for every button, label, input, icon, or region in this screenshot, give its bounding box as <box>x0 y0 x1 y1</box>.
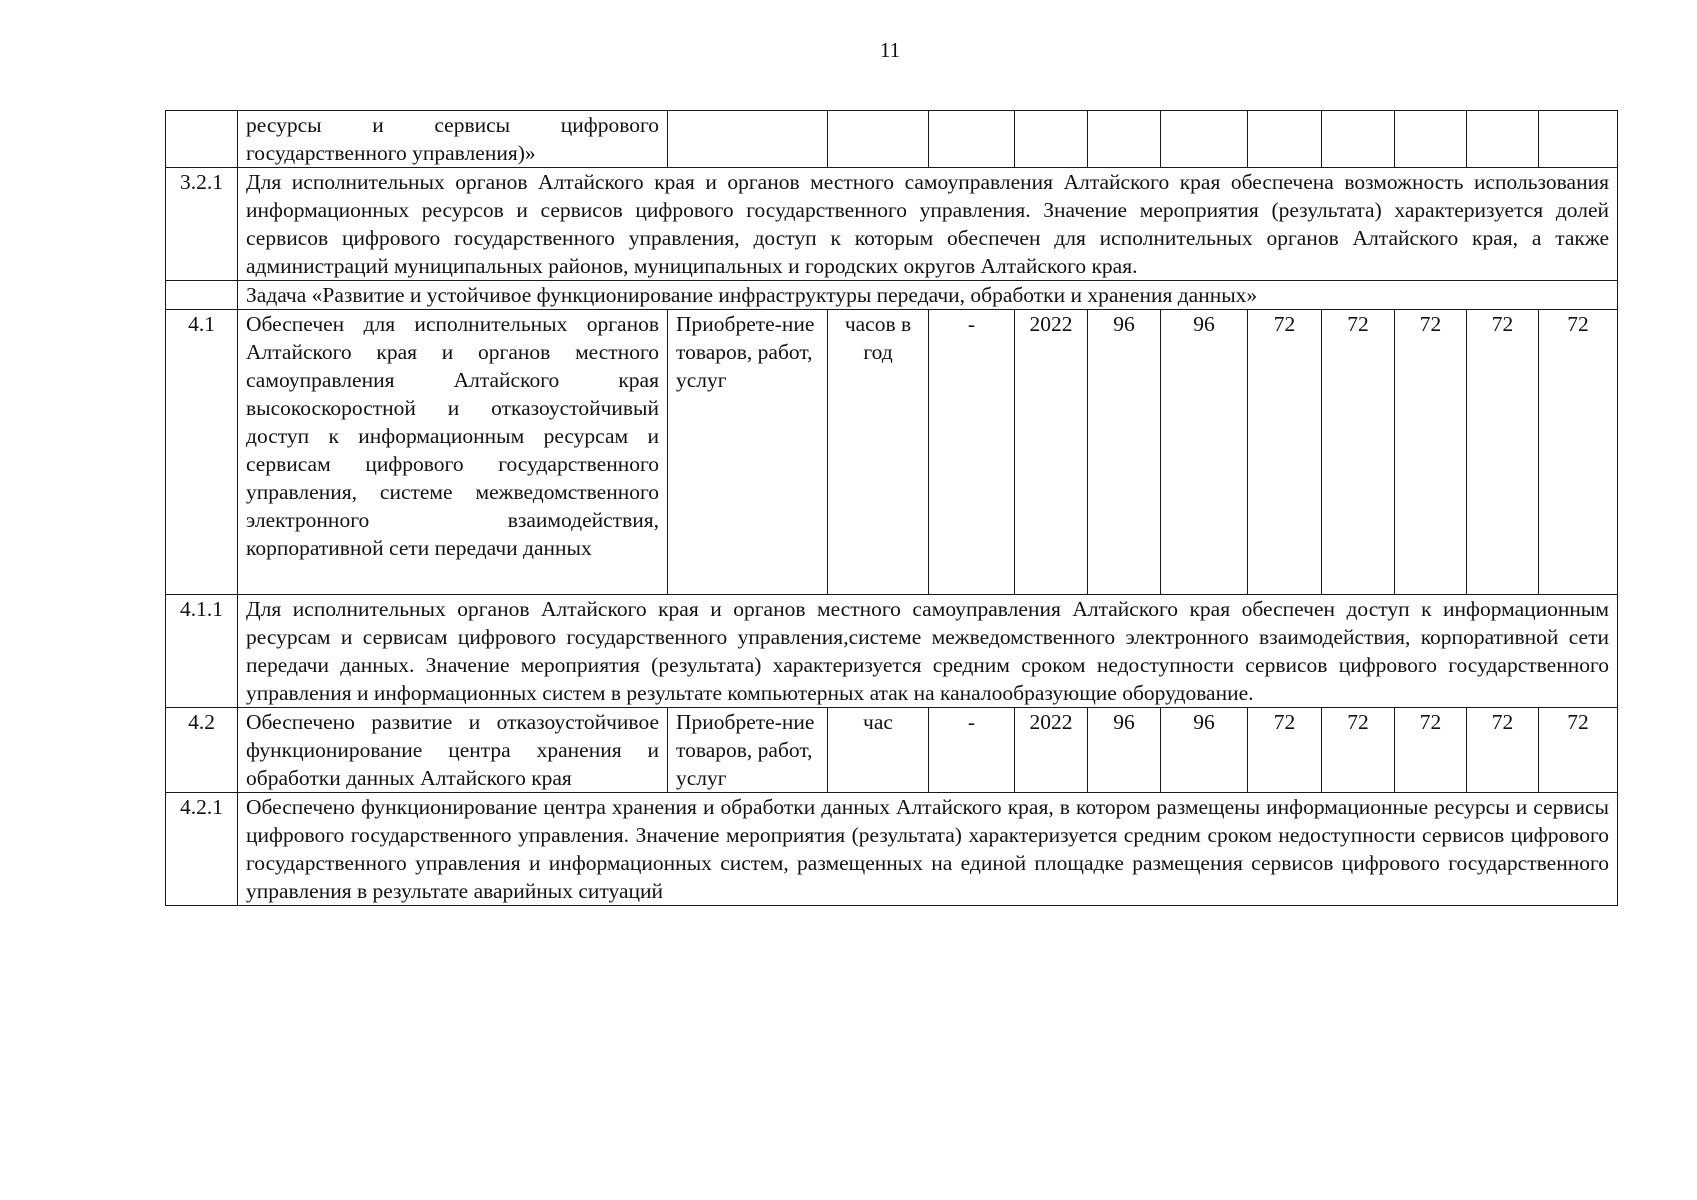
empty-cell <box>1539 111 1618 168</box>
measure-type-cell: Приобрете-ние товаров, работ, услуг <box>668 310 828 595</box>
base-value-cell: - <box>929 310 1015 595</box>
value-cell: 72 <box>1248 708 1322 793</box>
year-cell: 2022 <box>1015 708 1088 793</box>
value-cell: 72 <box>1539 708 1618 793</box>
result-description: Для исполнительных органов Алтайского края и органов местного самоуправления Алтайского края обеспечен доступ к информационным ресурсам и сервисам цифрового государственного управления,системе межведомственного электронного взаимодействия, корпоративной сети передачи данных. Значение мероприятия (результата) характеризуется средним сроком недоступности сервисов цифрового государственного управления и информационных систем в результате компьютерных атак на каналообразующие оборудование. <box>238 595 1618 708</box>
empty-cell <box>1248 111 1322 168</box>
result-description: Для исполнительных органов Алтайского края и органов местного самоуправления Алтайского края обеспечена возможность использования информационных ресурсов и сервисов цифрового государственного управления. Значение мероприятия (результата) характеризуется долей сервисов цифрового государственного управления, доступ к которым обеспечен для исполнительных органов Алтайского края, а также администраций муниципальных районов, муниципальных и городских округов Алтайского края. <box>238 168 1618 281</box>
value-cell: 72 <box>1539 310 1618 595</box>
value-cell: 72 <box>1467 708 1539 793</box>
empty-cell <box>1161 111 1248 168</box>
empty-cell <box>929 111 1015 168</box>
value-cell: 96 <box>1161 708 1248 793</box>
empty-cell <box>1467 111 1539 168</box>
row-number: 4.2.1 <box>166 793 238 906</box>
row-number: 3.2.1 <box>166 168 238 281</box>
measure-name-cell: Обеспечен для исполнительных органов Алтайского края и органов местного самоуправления Алтайского края высокоскоростной и отказоустойчивый доступ к информационным ресурсам и сервисам цифрового государственного управления, системе межведомственного электронного взаимодействия, корпоративной сети передачи данных <box>238 310 668 595</box>
table-row-4-2 <box>166 708 1618 793</box>
value-cell: 96 <box>1088 708 1161 793</box>
empty-cell <box>828 111 929 168</box>
row-number <box>166 111 238 168</box>
value-cell: 96 <box>1161 310 1248 595</box>
base-value-cell: - <box>929 708 1015 793</box>
unit-cell: часов в год <box>828 310 929 595</box>
measure-name-cell <box>238 111 668 168</box>
table-row-4-2-1 <box>166 793 1618 906</box>
measure-name-cell: Обеспечено развитие и отказоустойчивое функционирование центра хранения и обработки данных Алтайского края <box>238 708 668 793</box>
row-number: 4.2 <box>166 708 238 793</box>
value-cell: 72 <box>1395 310 1467 595</box>
table-row-continuation <box>166 111 1618 168</box>
row-number: 4.1 <box>166 310 238 595</box>
table-row-4-1-1 <box>166 595 1618 708</box>
measure-type-cell: Приобрете-ние товаров, работ, услуг <box>668 708 828 793</box>
table-row-4-1 <box>166 310 1618 595</box>
task-heading: Задача «Развитие и устойчивое функционирование инфраструктуры передачи, обработки и хранения данных» <box>238 281 1618 310</box>
empty-cell <box>1088 111 1161 168</box>
table-row-task <box>166 281 1618 310</box>
empty-cell <box>166 281 238 310</box>
value-cell: 72 <box>1248 310 1322 595</box>
year-cell: 2022 <box>1015 310 1088 595</box>
value-cell: 72 <box>1322 708 1395 793</box>
empty-cell <box>1015 111 1088 168</box>
value-cell: 72 <box>1322 310 1395 595</box>
page-number: 11 <box>879 38 901 62</box>
measure-name-line: ресурсы и сервисы цифрового <box>246 113 659 137</box>
table-row-3-2-1 <box>166 168 1618 281</box>
value-cell: 72 <box>1395 708 1467 793</box>
measure-name-line: государственного управления)» <box>246 141 536 165</box>
value-cell: 72 <box>1467 310 1539 595</box>
empty-cell <box>1395 111 1467 168</box>
empty-cell <box>668 111 828 168</box>
row-number: 4.1.1 <box>166 595 238 708</box>
result-description: Обеспечено функционирование центра хранения и обработки данных Алтайского края, в котором размещены информационные ресурсы и сервисы цифрового государственного управления. Значение мероприятия (результата) характеризуется средним сроком недоступности сервисов цифрового государственного управления и информационных систем, размещенных на единой площадке размещения сервисов цифрового государственного управления в результате аварийных ситуаций <box>238 793 1618 906</box>
empty-cell <box>1322 111 1395 168</box>
unit-cell: час <box>828 708 929 793</box>
measures-table <box>165 110 1618 906</box>
value-cell: 96 <box>1088 310 1161 595</box>
